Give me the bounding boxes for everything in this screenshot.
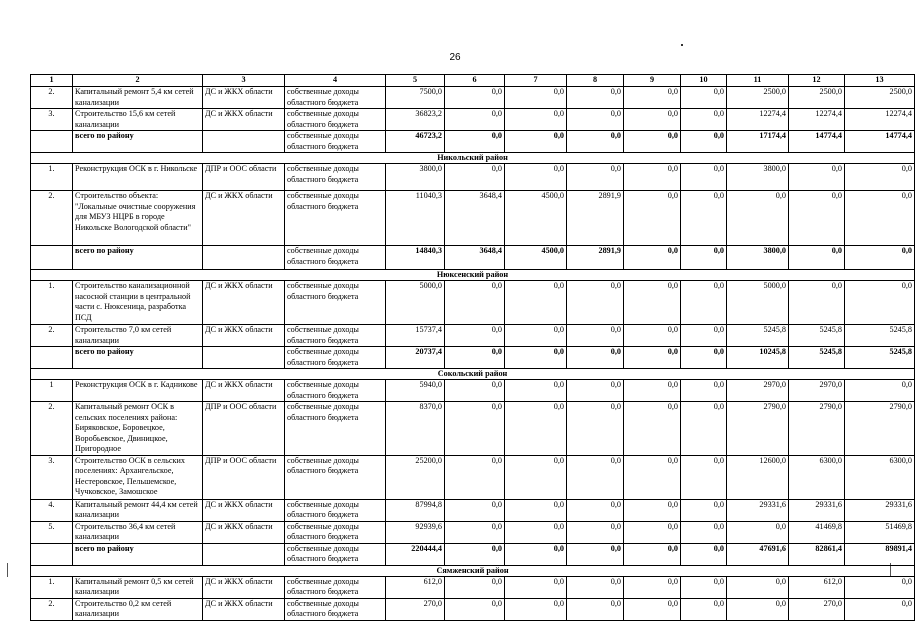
amount-cell: 0,0 — [567, 347, 624, 369]
funding-source: собственные доходы областного бюджета — [285, 325, 386, 347]
amount-cell: 270,0 — [789, 598, 845, 620]
budget-table — [30, 74, 915, 621]
amount-cell: 0,0 — [624, 164, 681, 191]
amount-cell: 0,0 — [681, 402, 727, 456]
header-cell: 8 — [567, 75, 624, 87]
funding-source: собственные доходы областного бюджета — [285, 455, 386, 499]
table-row — [31, 191, 915, 246]
amount-cell: 46723,2 — [386, 131, 445, 153]
district-heading-row — [31, 270, 915, 281]
row-number: 1. — [31, 576, 73, 598]
table-row — [31, 521, 915, 543]
amount-cell: 41469,8 — [789, 521, 845, 543]
executor: ДС и ЖКХ области — [203, 499, 285, 521]
amount-cell: 0,0 — [727, 576, 789, 598]
amount-cell: 2970,0 — [727, 380, 789, 402]
measure-name: Капитальный ремонт 5,4 км сетей канализации — [73, 87, 203, 109]
amount-cell: 12274,4 — [727, 109, 789, 131]
executor: ДС и ЖКХ области — [203, 576, 285, 598]
amount-cell: 0,0 — [789, 246, 845, 270]
amount-cell: 0,0 — [681, 281, 727, 325]
amount-cell: 3648,4 — [445, 246, 505, 270]
district-title: Никольский район — [31, 153, 915, 164]
amount-cell: 12274,4 — [789, 109, 845, 131]
amount-cell: 5245,8 — [789, 325, 845, 347]
table-row — [31, 598, 915, 620]
district-heading-row — [31, 153, 915, 164]
amount-cell: 2891,9 — [567, 246, 624, 270]
amount-cell: 11040,3 — [386, 191, 445, 246]
header-cell: 5 — [386, 75, 445, 87]
amount-cell: 0,0 — [727, 598, 789, 620]
row-number: 4. — [31, 499, 73, 521]
amount-cell: 87994,8 — [386, 499, 445, 521]
amount-cell: 612,0 — [789, 576, 845, 598]
amount-cell: 0,0 — [845, 246, 915, 270]
amount-cell: 14774,4 — [845, 131, 915, 153]
amount-cell: 5940,0 — [386, 380, 445, 402]
measure-name: Строительство канализационной насосной станции в центральной части с. Нюксеница, разработка ПСД — [73, 281, 203, 325]
amount-cell: 0,0 — [681, 131, 727, 153]
header-cell: 12 — [789, 75, 845, 87]
amount-cell: 29331,6 — [845, 499, 915, 521]
executor: ДПР и ООС области — [203, 402, 285, 456]
amount-cell: 0,0 — [505, 347, 567, 369]
row-number: 5. — [31, 521, 73, 543]
amount-cell: 4500,0 — [505, 191, 567, 246]
amount-cell: 0,0 — [624, 87, 681, 109]
measure-name: Капитальный ремонт ОСК в сельских поселениях района: Биряковское, Боровецкое, Воробьевское, Двиницкое, Пригородное — [73, 402, 203, 456]
row-number — [31, 347, 73, 369]
amount-cell: 3648,4 — [445, 191, 505, 246]
row-number: 1. — [31, 281, 73, 325]
amount-cell: 0,0 — [681, 543, 727, 565]
amount-cell: 0,0 — [445, 543, 505, 565]
amount-cell: 0,0 — [567, 543, 624, 565]
measure-name: Строительство ОСК в сельских поселениях: Архангельское, Нестеровское, Пельшемское, Чучковское, Замошское — [73, 455, 203, 499]
table-row — [31, 109, 915, 131]
amount-cell: 0,0 — [445, 131, 505, 153]
amount-cell: 0,0 — [567, 402, 624, 456]
row-number: 1 — [31, 380, 73, 402]
amount-cell: 0,0 — [505, 521, 567, 543]
amount-cell: 0,0 — [845, 164, 915, 191]
header-cell: 7 — [505, 75, 567, 87]
amount-cell: 0,0 — [445, 87, 505, 109]
amount-cell: 14774,4 — [789, 131, 845, 153]
amount-cell: 0,0 — [567, 521, 624, 543]
amount-cell: 6300,0 — [789, 455, 845, 499]
amount-cell: 5245,8 — [727, 325, 789, 347]
amount-cell: 0,0 — [505, 109, 567, 131]
table-row — [31, 380, 915, 402]
amount-cell: 8370,0 — [386, 402, 445, 456]
row-number: 2. — [31, 402, 73, 456]
amount-cell: 0,0 — [681, 164, 727, 191]
amount-cell: 0,0 — [845, 576, 915, 598]
amount-cell: 0,0 — [681, 347, 727, 369]
amount-cell: 5000,0 — [386, 281, 445, 325]
amount-cell: 92939,6 — [386, 521, 445, 543]
row-number: 2. — [31, 87, 73, 109]
executor: ДС и ЖКХ области — [203, 109, 285, 131]
amount-cell: 0,0 — [624, 380, 681, 402]
amount-cell: 0,0 — [681, 499, 727, 521]
row-number: 3. — [31, 455, 73, 499]
executor: ДС и ЖКХ области — [203, 191, 285, 246]
district-title: Сямженский район — [31, 565, 915, 576]
amount-cell: 2891,9 — [567, 191, 624, 246]
district-title: Сокольский район — [31, 369, 915, 380]
funding-source: собственные доходы областного бюджета — [285, 191, 386, 246]
funding-source: собственные доходы областного бюджета — [285, 380, 386, 402]
funding-source: собственные доходы областного бюджета — [285, 521, 386, 543]
funding-source: собственные доходы областного бюджета — [285, 347, 386, 369]
amount-cell: 0,0 — [505, 164, 567, 191]
amount-cell: 7500,0 — [386, 87, 445, 109]
amount-cell: 0,0 — [505, 576, 567, 598]
amount-cell: 0,0 — [505, 281, 567, 325]
executor — [203, 131, 285, 153]
amount-cell: 0,0 — [624, 109, 681, 131]
amount-cell: 0,0 — [624, 191, 681, 246]
left-edge-mark — [7, 563, 8, 577]
funding-source: собственные доходы областного бюджета — [285, 543, 386, 565]
amount-cell: 2500,0 — [845, 87, 915, 109]
amount-cell: 5000,0 — [727, 281, 789, 325]
amount-cell: 10245,8 — [727, 347, 789, 369]
district-total-row — [31, 543, 915, 565]
amount-cell: 0,0 — [505, 380, 567, 402]
header-cell: 9 — [624, 75, 681, 87]
amount-cell: 12274,4 — [845, 109, 915, 131]
row-number: 2. — [31, 191, 73, 246]
amount-cell: 0,0 — [624, 499, 681, 521]
amount-cell: 0,0 — [505, 543, 567, 565]
amount-cell: 29331,6 — [727, 499, 789, 521]
amount-cell: 0,0 — [567, 281, 624, 325]
header-cell: 2 — [73, 75, 203, 87]
amount-cell: 0,0 — [845, 598, 915, 620]
amount-cell: 0,0 — [681, 576, 727, 598]
amount-cell: 0,0 — [445, 164, 505, 191]
amount-cell: 2970,0 — [789, 380, 845, 402]
amount-cell: 36823,2 — [386, 109, 445, 131]
amount-cell: 20737,4 — [386, 347, 445, 369]
district-title: Нюксенский район — [31, 270, 915, 281]
amount-cell: 0,0 — [624, 521, 681, 543]
amount-cell: 0,0 — [681, 109, 727, 131]
amount-cell: 0,0 — [567, 109, 624, 131]
amount-cell: 0,0 — [505, 87, 567, 109]
district-heading-row — [31, 565, 915, 576]
amount-cell: 3800,0 — [727, 164, 789, 191]
amount-cell: 0,0 — [445, 109, 505, 131]
executor: ДС и ЖКХ области — [203, 380, 285, 402]
header-cell: 3 — [203, 75, 285, 87]
table-row — [31, 281, 915, 325]
district-total-row — [31, 246, 915, 270]
amount-cell: 0,0 — [845, 380, 915, 402]
amount-cell: 0,0 — [624, 131, 681, 153]
funding-source: собственные доходы областного бюджета — [285, 246, 386, 270]
amount-cell: 15737,4 — [386, 325, 445, 347]
amount-cell: 0,0 — [624, 455, 681, 499]
amount-cell: 0,0 — [567, 455, 624, 499]
amount-cell: 0,0 — [624, 576, 681, 598]
amount-cell: 47691,6 — [727, 543, 789, 565]
amount-cell: 51469,8 — [845, 521, 915, 543]
table-row — [31, 164, 915, 191]
measure-name: Реконструкция ОСК в г. Никольске — [73, 164, 203, 191]
amount-cell: 0,0 — [567, 131, 624, 153]
amount-cell: 0,0 — [727, 521, 789, 543]
amount-cell: 2790,0 — [845, 402, 915, 456]
amount-cell: 0,0 — [681, 325, 727, 347]
amount-cell: 0,0 — [624, 543, 681, 565]
measure-name: Строительство 0,2 км сетей канализации — [73, 598, 203, 620]
amount-cell: 0,0 — [445, 455, 505, 499]
row-number — [31, 131, 73, 153]
row-number: 2. — [31, 325, 73, 347]
measure-name: Строительство 7,0 км сетей канализации — [73, 325, 203, 347]
amount-cell: 0,0 — [681, 598, 727, 620]
funding-source: собственные доходы областного бюджета — [285, 281, 386, 325]
header-row — [31, 75, 915, 87]
amount-cell: 0,0 — [445, 325, 505, 347]
row-number: 1. — [31, 164, 73, 191]
amount-cell: 6300,0 — [845, 455, 915, 499]
table-row — [31, 455, 915, 499]
amount-cell: 0,0 — [567, 325, 624, 347]
amount-cell: 0,0 — [445, 521, 505, 543]
scan-speck — [681, 44, 683, 46]
amount-cell: 29331,6 — [789, 499, 845, 521]
amount-cell: 0,0 — [845, 281, 915, 325]
amount-cell: 0,0 — [624, 598, 681, 620]
row-number: 2. — [31, 598, 73, 620]
amount-cell: 0,0 — [845, 191, 915, 246]
amount-cell: 0,0 — [505, 131, 567, 153]
measure-name: Капитальный ремонт 44,4 км сетей канализации — [73, 499, 203, 521]
amount-cell: 0,0 — [445, 380, 505, 402]
measure-name: Строительство объекта: "Локальные очистные сооружения для МБУЗ НЦРБ в городе Никольске Вологодской области" — [73, 191, 203, 246]
amount-cell: 3800,0 — [727, 246, 789, 270]
amount-cell: 0,0 — [567, 576, 624, 598]
amount-cell: 2790,0 — [727, 402, 789, 456]
amount-cell: 0,0 — [445, 347, 505, 369]
district-total-row — [31, 347, 915, 369]
amount-cell: 17174,4 — [727, 131, 789, 153]
amount-cell: 0,0 — [681, 246, 727, 270]
amount-cell: 5245,8 — [789, 347, 845, 369]
district-total-row — [31, 131, 915, 153]
amount-cell: 14840,3 — [386, 246, 445, 270]
executor: ДПР и ООС области — [203, 455, 285, 499]
amount-cell: 612,0 — [386, 576, 445, 598]
amount-cell: 2500,0 — [727, 87, 789, 109]
amount-cell: 0,0 — [505, 499, 567, 521]
measure-name: Строительство 36,4 км сетей канализации — [73, 521, 203, 543]
amount-cell: 0,0 — [681, 87, 727, 109]
amount-cell: 0,0 — [681, 521, 727, 543]
funding-source: собственные доходы областного бюджета — [285, 87, 386, 109]
funding-source: собственные доходы областного бюджета — [285, 598, 386, 620]
amount-cell: 270,0 — [386, 598, 445, 620]
amount-cell: 5245,8 — [845, 325, 915, 347]
funding-source: собственные доходы областного бюджета — [285, 576, 386, 598]
amount-cell: 220444,4 — [386, 543, 445, 565]
executor: ДПР и ООС области — [203, 164, 285, 191]
amount-cell: 0,0 — [624, 402, 681, 456]
executor: ДС и ЖКХ области — [203, 325, 285, 347]
amount-cell: 3800,0 — [386, 164, 445, 191]
row-number — [31, 543, 73, 565]
amount-cell: 0,0 — [624, 246, 681, 270]
amount-cell: 0,0 — [567, 598, 624, 620]
header-cell: 10 — [681, 75, 727, 87]
table-row — [31, 499, 915, 521]
amount-cell: 0,0 — [505, 325, 567, 347]
measure-name: всего по району — [73, 131, 203, 153]
amount-cell: 0,0 — [789, 164, 845, 191]
amount-cell: 0,0 — [445, 281, 505, 325]
table-row — [31, 325, 915, 347]
measure-name: всего по району — [73, 246, 203, 270]
amount-cell: 0,0 — [445, 598, 505, 620]
amount-cell: 0,0 — [681, 191, 727, 246]
amount-cell: 89891,4 — [845, 543, 915, 565]
executor: ДС и ЖКХ области — [203, 87, 285, 109]
amount-cell: 0,0 — [445, 499, 505, 521]
table-row — [31, 402, 915, 456]
measure-name: всего по району — [73, 347, 203, 369]
amount-cell: 0,0 — [624, 281, 681, 325]
row-number — [31, 246, 73, 270]
amount-cell: 5245,8 — [845, 347, 915, 369]
amount-cell: 2500,0 — [789, 87, 845, 109]
amount-cell: 0,0 — [567, 380, 624, 402]
amount-cell: 0,0 — [789, 191, 845, 246]
executor — [203, 347, 285, 369]
amount-cell: 2790,0 — [789, 402, 845, 456]
amount-cell: 25200,0 — [386, 455, 445, 499]
amount-cell: 0,0 — [505, 455, 567, 499]
funding-source: собственные доходы областного бюджета — [285, 109, 386, 131]
header-cell: 6 — [445, 75, 505, 87]
district-heading-row — [31, 369, 915, 380]
amount-cell: 0,0 — [727, 191, 789, 246]
table-row — [31, 576, 915, 598]
amount-cell: 0,0 — [567, 87, 624, 109]
measure-name: Реконструкция ОСК в г. Кадникове — [73, 380, 203, 402]
amount-cell: 0,0 — [624, 347, 681, 369]
amount-cell: 0,0 — [567, 499, 624, 521]
amount-cell: 0,0 — [681, 455, 727, 499]
funding-source: собственные доходы областного бюджета — [285, 499, 386, 521]
table-body — [31, 87, 915, 621]
amount-cell: 0,0 — [789, 281, 845, 325]
header-cell: 4 — [285, 75, 386, 87]
executor — [203, 543, 285, 565]
header-cell: 1 — [31, 75, 73, 87]
executor: ДС и ЖКХ области — [203, 598, 285, 620]
page-number: 26 — [449, 52, 461, 63]
funding-source: собственные доходы областного бюджета — [285, 131, 386, 153]
amount-cell: 0,0 — [505, 598, 567, 620]
header-cell: 13 — [845, 75, 915, 87]
amount-cell: 0,0 — [505, 402, 567, 456]
amount-cell: 0,0 — [445, 402, 505, 456]
funding-source: собственные доходы областного бюджета — [285, 402, 386, 456]
header-cell: 11 — [727, 75, 789, 87]
amount-cell: 12600,0 — [727, 455, 789, 499]
amount-cell: 82861,4 — [789, 543, 845, 565]
measure-name: Строительство 15,6 км сетей канализации — [73, 109, 203, 131]
amount-cell: 0,0 — [681, 380, 727, 402]
row-number: 3. — [31, 109, 73, 131]
amount-cell: 4500,0 — [505, 246, 567, 270]
amount-cell: 0,0 — [445, 576, 505, 598]
executor — [203, 246, 285, 270]
amount-cell: 0,0 — [567, 164, 624, 191]
table-row — [31, 87, 915, 109]
executor: ДС и ЖКХ области — [203, 281, 285, 325]
executor: ДС и ЖКХ области — [203, 521, 285, 543]
measure-name: всего по району — [73, 543, 203, 565]
funding-source: собственные доходы областного бюджета — [285, 164, 386, 191]
amount-cell: 0,0 — [624, 325, 681, 347]
measure-name: Капитальный ремонт 0,5 км сетей канализации — [73, 576, 203, 598]
